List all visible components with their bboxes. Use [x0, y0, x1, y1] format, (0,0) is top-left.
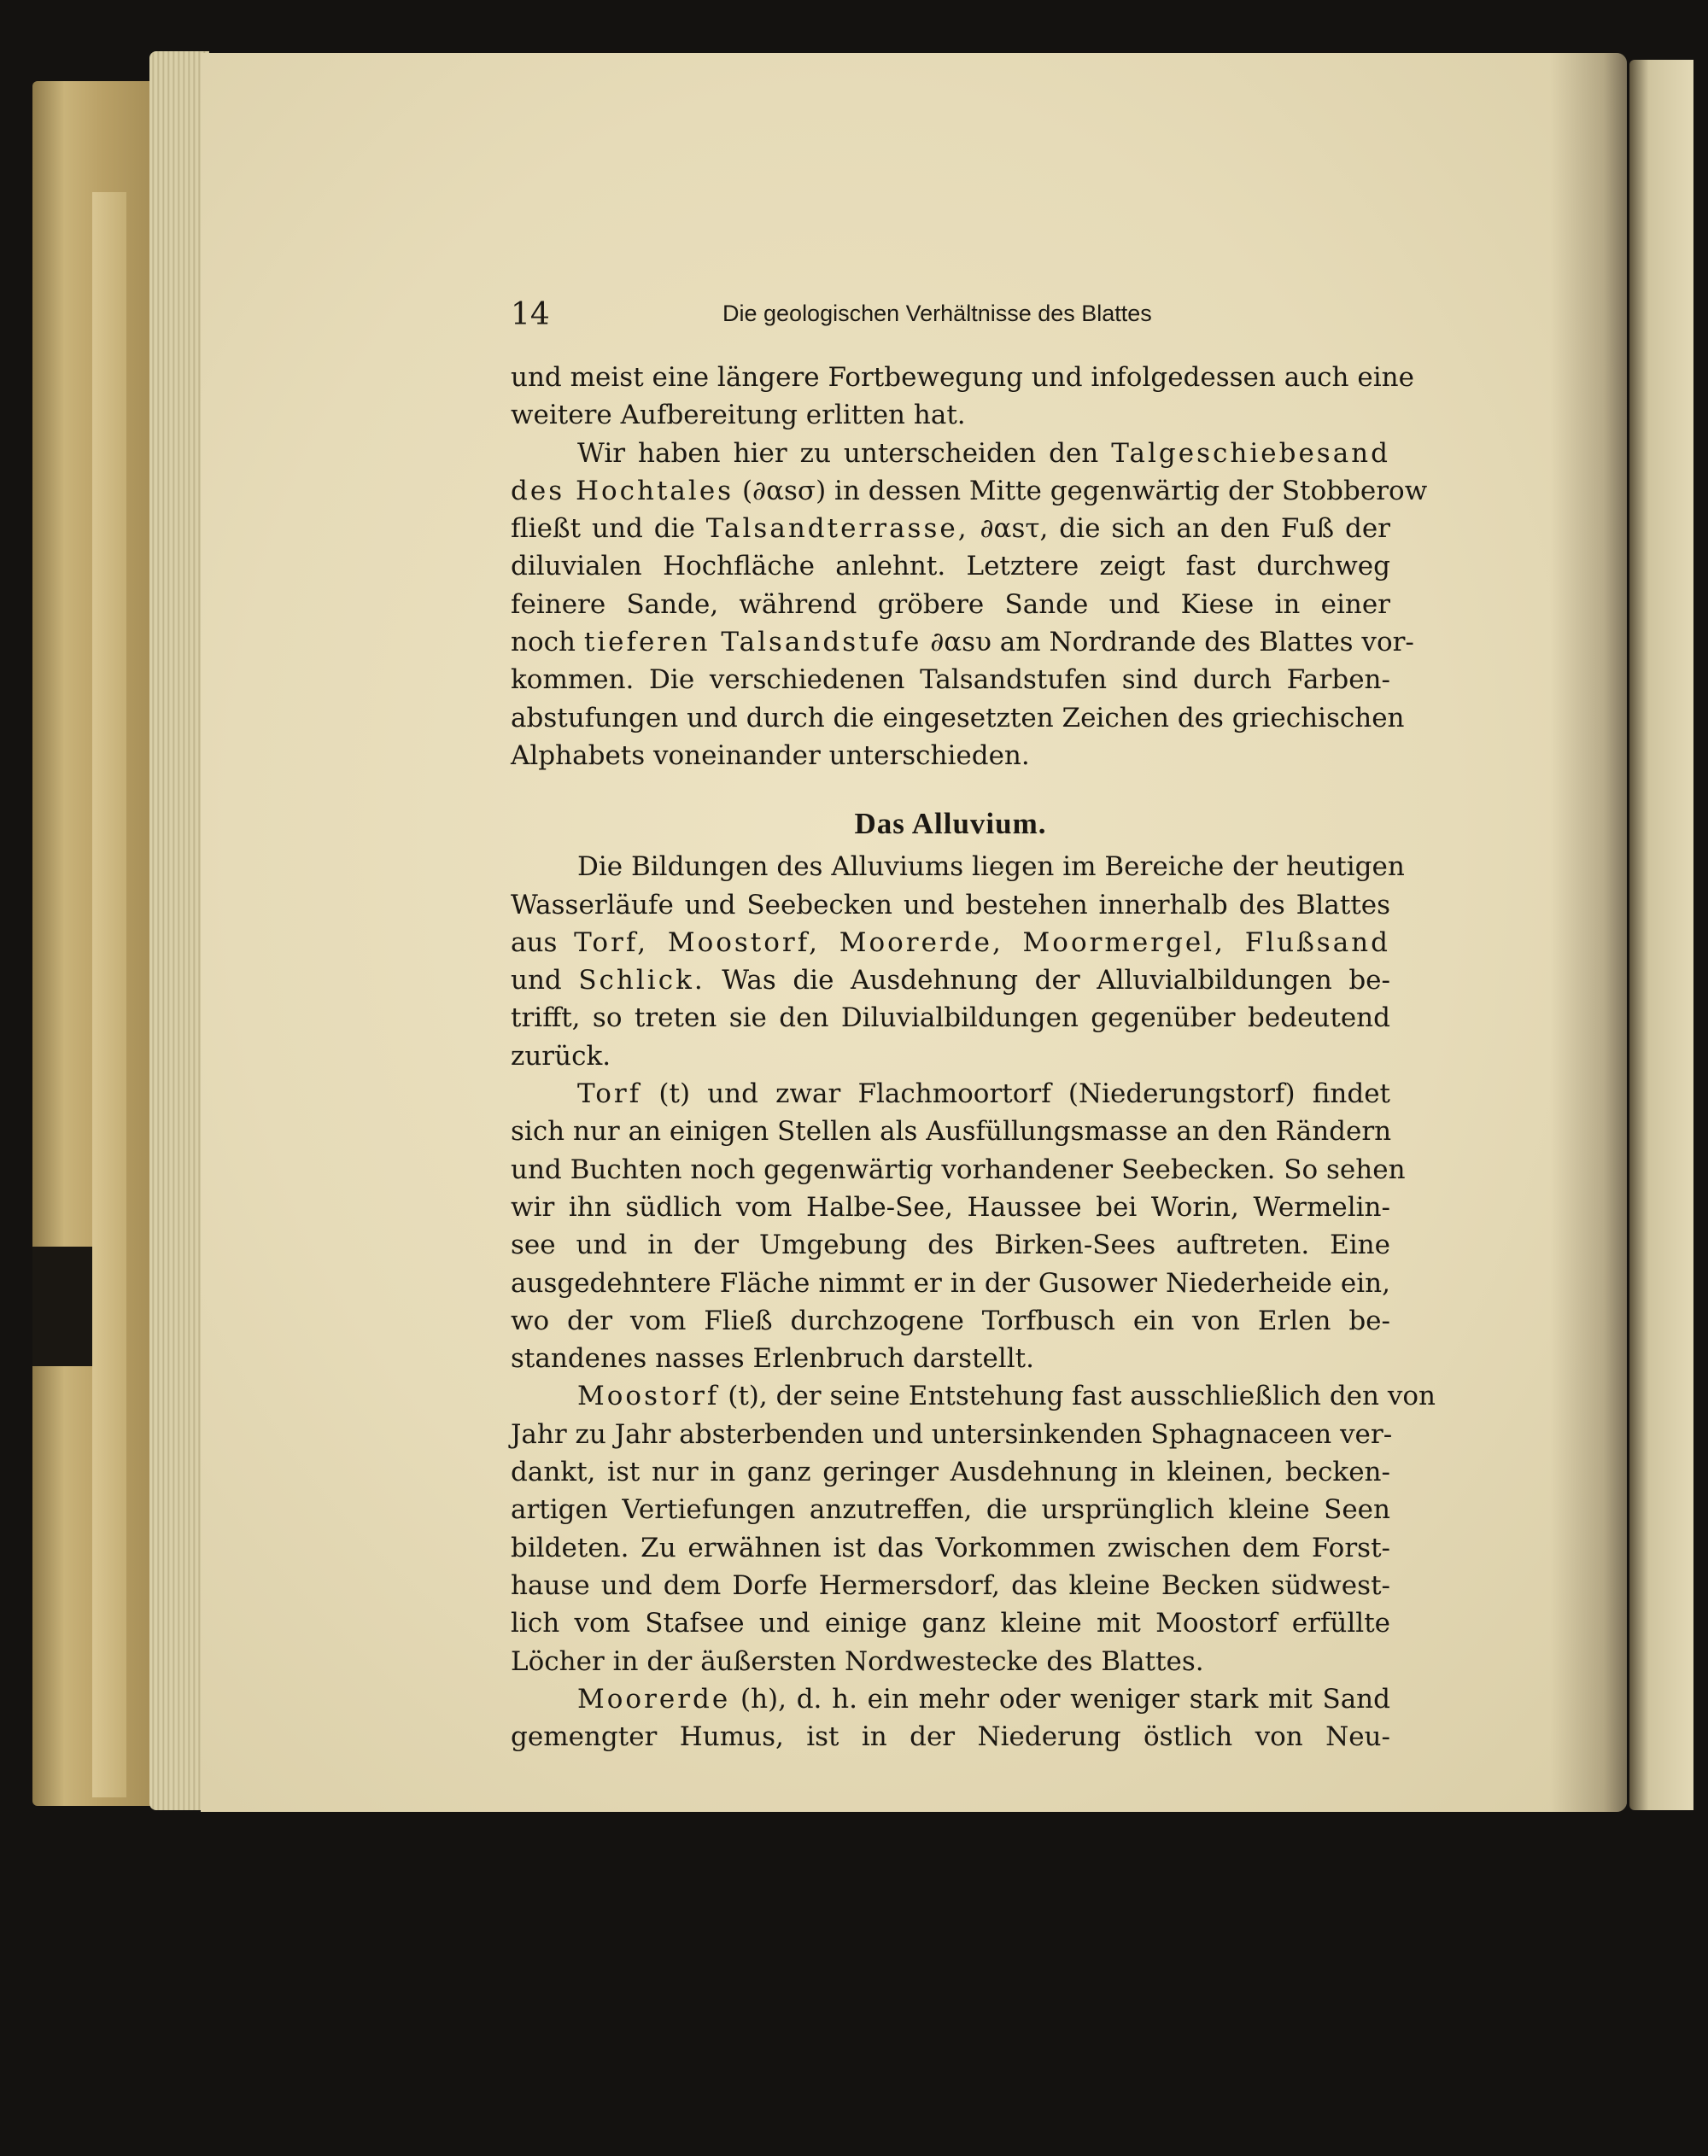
text-line: Löcher in der äußersten Nordwestecke des Blattes.	[511, 1645, 1204, 1677]
text-line: Die Bildungen des Alluviums liegen im Bereiche der heutigen	[577, 851, 1405, 883]
left-stack-pages	[92, 192, 126, 1797]
text-line: sich nur an einigen Stellen als Ausfüllungsmasse an den Rändern	[511, 1116, 1392, 1148]
text-line: fließt und die Talsandterrasse, ∂αsτ, die sich an den Fuß der	[511, 513, 1390, 545]
text-line: des Hochtales (∂αsσ) in dessen Mitte gegenwärtig der Stobberow	[511, 475, 1428, 506]
text-line: und Buchten noch gegenwärtig vorhandener Seebecken. So sehen	[511, 1154, 1406, 1185]
text-line: und meist eine längere Fortbewegung und infolgedessen auch eine	[511, 362, 1414, 393]
running-title: Die geologischen Verhältnisse des Blattes	[722, 301, 1152, 326]
gutter-shadow	[1550, 53, 1627, 1812]
text-line: Alphabets voneinander unterschieden.	[511, 739, 1030, 771]
running-head	[511, 297, 1390, 340]
text-line: lich vom Stafsee und einige ganz kleine mit Moostorf erfüllte	[511, 1608, 1390, 1639]
text-line: wir ihn südlich vom Halbe-See, Haussee bei Worin, Wermelin-	[511, 1191, 1390, 1223]
text-line: trifft, so treten sie den Diluvialbildungen gegenüber bedeutend	[511, 1002, 1390, 1034]
text-line: diluvialen Hochfläche anlehnt. Letztere zeigt fast durchweg	[511, 551, 1390, 582]
text-line: wo der vom Fließ durchzogene Torfbusch ein von Erlen be-	[511, 1305, 1390, 1336]
text-line: ausgedehntere Fläche nimmt er in der Gusower Niederheide ein,	[511, 1267, 1390, 1299]
text-line: dankt, ist nur in ganz geringer Ausdehnung in kleinen, becken-	[511, 1457, 1390, 1488]
text-line: zurück.	[511, 1040, 611, 1072]
text-line: hause und dem Dorfe Hermersdorf, das kleine Becken südwest-	[511, 1569, 1390, 1601]
text-line: kommen. Die verschiedenen Talsandstufen sind durch Farben-	[511, 664, 1390, 696]
text-line: weitere Aufbereitung erlitten hat.	[511, 400, 966, 431]
opposite-page-edge	[1629, 60, 1693, 1810]
book-tab-shadow	[32, 1247, 92, 1366]
text-line: feinere Sande, während gröbere Sande und Kiese in einer	[511, 588, 1390, 620]
text-line: artigen Vertiefungen anzutreffen, die ursprünglich kleine Seen	[511, 1494, 1390, 1526]
text-line: Torf (t) und zwar Flachmoortorf (Niederungstorf) findet	[577, 1078, 1390, 1110]
text-line: Wasserläufe und Seebecken und bestehen innerhalb des Blattes	[511, 889, 1390, 920]
text-line: Moostorf (t), der seine Entstehung fast ausschließlich den von	[577, 1381, 1436, 1412]
text-line: noch tieferen Talsandstufe ∂αsυ am Nordrande des Blattes vor-	[511, 627, 1414, 658]
text-line: standenes nasses Erlenbruch darstellt.	[511, 1343, 1034, 1375]
text-line: Jahr zu Jahr absterbenden und untersinkenden Sphagnaceen ver-	[511, 1418, 1393, 1450]
book-left-stack	[32, 81, 161, 1806]
text-line: gemengter Humus, ist in der Niederung östlich von Neu-	[511, 1721, 1390, 1753]
text-line: und Schlick. Was die Ausdehnung der Alluvialbildungen be-	[511, 965, 1390, 996]
page-number: 14	[511, 297, 550, 332]
text-line: Moorerde (h), d. h. ein mehr oder weniger stark mit Sand	[577, 1683, 1390, 1715]
section-heading: Das Alluvium.	[854, 807, 1047, 841]
body-text	[511, 359, 1436, 1756]
text-line: see und in der Umgebung des Birken-Sees auftreten. Eine	[511, 1230, 1390, 1261]
text-line: aus Torf, Moostorf, Moorerde, Moormergel, Flußsand	[511, 926, 1390, 958]
text-line: bildeten. Zu erwähnen ist das Vorkommen zwischen dem Forst-	[511, 1532, 1390, 1563]
text-line: abstufungen und durch die eingesetzten Zeichen des griechischen	[511, 702, 1405, 733]
text-line: Wir haben hier zu unterscheiden den Talgeschiebesand	[577, 437, 1390, 469]
